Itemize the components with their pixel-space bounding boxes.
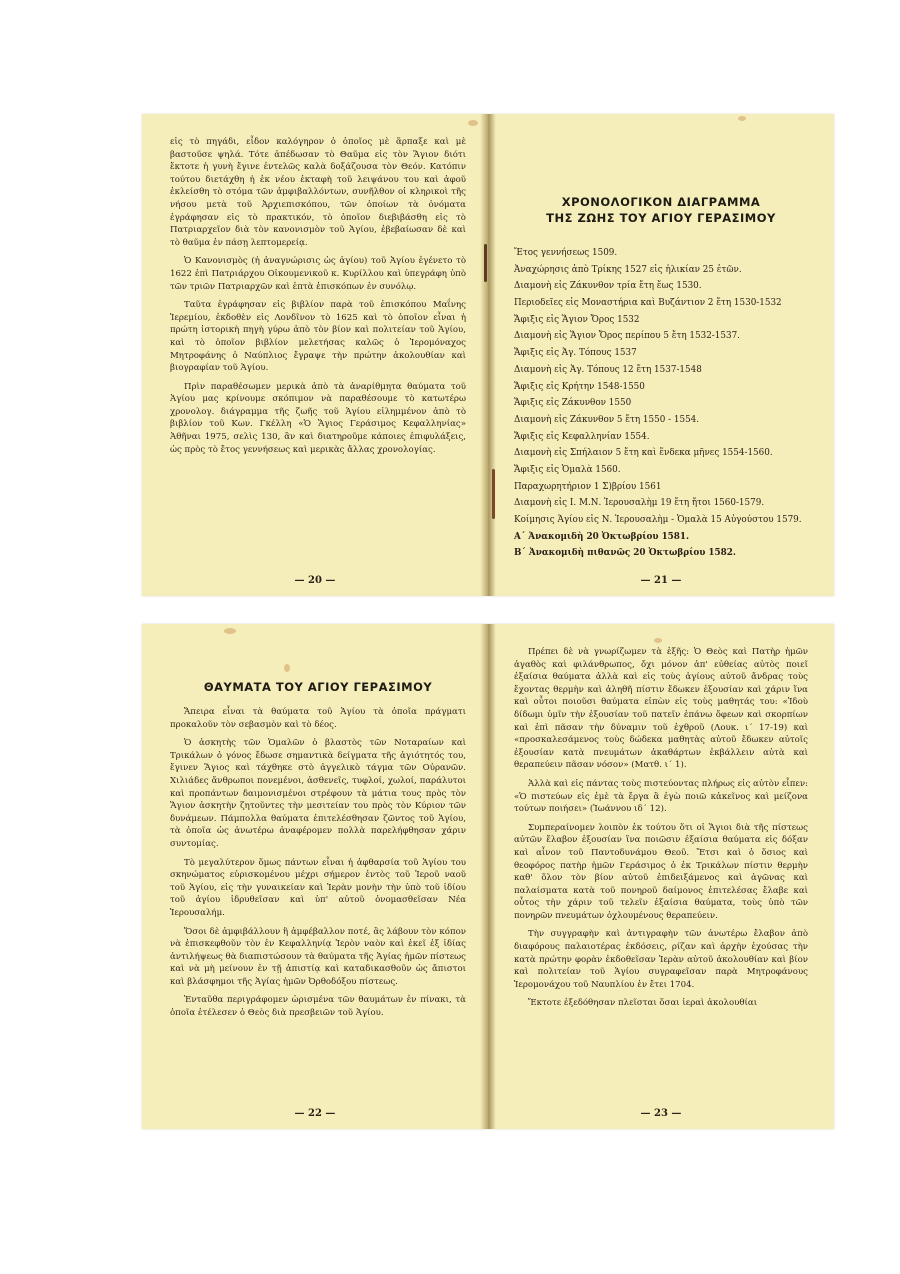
chronology-entry: Διαμονὴ εἰς Ἁγ. Τόπους 12 ἔτη 1537-1548 (514, 364, 702, 375)
paragraph: Ἄπειρα εἶναι τὰ θαύματα τοῦ Ἁγίου τὰ ὁποῖα πράγματι προκαλοῦν τὸν σεβασμὸν καὶ τὸ δέος. (170, 707, 466, 730)
paragraph: εἰς τὸ πηγάδι, εἶδον καλόγηρον ὁ ὁποῖος μὲ ἅρπαξε καὶ μὲ βαστοῦσε ψηλά. Τότε ἀπέδωσαν τὸ Θαῦμα εἰς τὸν Ἅγιον διότι ἔκτοτε ἡ γυνὴ ἔγινε ἐντελῶς καλὰ δοξάζουσα τὸν Θεόν. Κατόπιν τούτου διετάχθη ἡ ἐκ νέου ἐκταφὴ τοῦ λειψάνου του καὶ ἀφοῦ ἐκλείσθη τὸ στόμα τῶν ἀμφιβαλλόντων, συνῆλθον οἱ κληρικοὶ τῆς νήσου μετὰ τοῦ Ἀρχιεπισκόπου, τῶν ὁποίων τὰ ὀνόματα ἐγράφησαν εἰς τὸ πρακτικόν, τὸ ὁποῖον διεβιβάσθη εἰς τὸ Πατριαρχεῖον διὰ τὸν κανονισμὸν τοῦ Ἁγίου, ἐβεβαίωσαν δὲ καὶ τὸ θαῦμα ἐν πάσῃ λεπτομερείᾳ. (170, 137, 466, 248)
paragraph: Συμπεραίνομεν λοιπὸν ἐκ τούτου ὅτι οἱ Ἅγιοι διὰ τῆς πίστεως αὐτῶν ἔλαβον ἐξουσίαν ἵνα ποιῶσιν ἐξαίσια θαύματα εἰς δόξαν καὶ αἶνον τοῦ Παντοδυνάμου Θεοῦ. Ἔτσι καὶ ὁ ὅσιος καὶ θεοφόρος πατὴρ ἡμῶν Γεράσιμος ὁ ἐκ Τρικάλων πίστιν θερμὴν καθ' ὅλον τὸν βίον αὐτοῦ ἐπιδειξάμενος καὶ ἀγῶνας καὶ παλαίσματα κατὰ τοῦ πονηροῦ δαίμονος ἐπιτελέσας ἔλαβε καὶ οὗτος τὴν χάριν τοῦ τελεῖν ἐξαίσια θαύματα, τοὺς ὑπὸ τῶν πονηρῶν πνευμάτων ὀχλουμένους θεραπεύειν. (514, 822, 808, 921)
chronology-entry: Ἄφιξις εἰς Κρήτην 1548-1550 (514, 381, 645, 392)
chronology-entry: Περιοδεῖες εἰς Μοναστήρια καὶ Βυζάντιον 2 ἔτη 1530-1532 (514, 298, 782, 309)
chronology-entry: Β΄ Ἀνακομιδὴ πιθανῶς 20 Ὀκτωβρίου 1582. (514, 548, 736, 559)
chronology-entry: Ἄφιξις εἰς Κεφαλληνίαν 1554. (514, 431, 650, 442)
page-23 (488, 624, 834, 1129)
paragraph: Πρέπει δὲ νὰ γνωρίζωμεν τὰ ἑξῆς: Ὁ Θεὸς καὶ Πατὴρ ἡμῶν ἀγαθὸς καὶ φιλάνθρωπος, ὄχι μόνον ἀπ' εὐθείας αὐτὸς ποιεῖ ἐξαίσια θαύματα ἀλλὰ καὶ εἰς τοὺς ἁγίους αὐτοῦ ἄνδρας τοὺς ἔχοντας θερμὴν καὶ ἀληθῆ πίστιν ἔδωκεν ἐξουσίαν καὶ χάριν ἵνα καὶ οὗτοι ποιοῦσι θαύματα εἰπὼν εἰς τοὺς μαθητάς του: «Ἰδοὺ δίδωμι ὑμῖν τὴν ἐξουσίαν τοῦ πατεῖν ἐπάνω ὄφεων καὶ σκορπίων καὶ ἐπὶ πᾶσαν τὴν δύναμιν τοῦ ἐχθροῦ (Λουκ. ι΄ 17-19) καὶ «προσκαλεσάμενος τοὺς δώδεκα μαθητὰς αὐτοῦ ἔδωκεν αὐτοῖς ἐξουσίαν κατὰ πνευμάτων ἀκαθάρτων ἐκβάλλειν αὐτὰ καὶ θεραπεύειν πᾶσαν νόσον» (Ματθ. ι΄ 1). (514, 647, 808, 771)
chronology-entry: Διαμονὴ εἰς Ζάκυνθον τρία ἔτη ἕως 1530. (514, 281, 702, 292)
paragraph: Ἀλλὰ καὶ εἰς πάντας τοὺς πιστεύοντας πλήρως εἰς αὐτὸν εἶπεν: «Ὁ πιστεύων εἰς ἐμὲ τὰ ἔργα ἃ ἐγὼ ποιῶ κἀκεῖνος καὶ μείζονα τούτων ποιήσει» (Ἰωάννου ιδ΄ 12). (514, 778, 808, 815)
chronology-entry: Διαμονὴ εἰς Ι. Μ.Ν. Ἱερουσαλὴμ 19 ἔτη ἤτοι 1560-1579. (514, 498, 765, 509)
heading-line-1: ΧΡΟΝΟΛΟΓΙΚΟΝ ΔΙΑΓΡΑΜΜΑ (561, 195, 761, 209)
miracles-heading: ΘΑΥΜΑΤΑ ΤΟΥ ΑΓΙΟΥ ΓΕΡΑΣΙΜΟΥ (203, 680, 433, 694)
chronology-entry: Ἔτος γεννήσεως 1509. (514, 248, 618, 258)
chronology-entry: Ἀναχώρησις ἀπὸ Τρίκης 1527 εἰς ἡλικίαν 25 ἐτῶν. (514, 264, 742, 275)
page-number: — 23 — (640, 1108, 682, 1119)
paragraph: Πρὶν παραθέσωμεν μερικὰ ἀπὸ τὰ ἀναρίθμητα θαύματα τοῦ Ἁγίου μας κρίνουμε σκόπιμον νὰ παραθέσουμε τὸ κατωτέρω χρονολογ. διάγραμμα τῆς ζωῆς τοῦ Ἁγίου εἰλημμένον ἀπὸ τὸ βιβλίον τοῦ Κων. Γκέλλη «Ὁ Ἅγιος Γεράσιμος Κεφαλληνίας» Ἀθῆναι 1975, σελὶς 130, ἂν καὶ διατηροῦμε κάποιες ἐπιφυλάξεις, ὡς πρὸς τὸ ἔτος γεννήσεως καὶ μερικὰς ἄλλας χρονολογίας. (170, 381, 466, 455)
paragraph: Τὸ μεγαλύτερον ὅμως πάντων εἶναι ἡ ἀφθαρσία τοῦ Ἁγίου του σκηνώματος εὑρισκομένου μέχρι σήμερον ἐντὸς τοῦ Ἱεροῦ ναοῦ τοῦ Ἁγίου, εἰς τὴν γυναικείαν καὶ Ἱερὰν μονὴν τὴν ὑπὸ τοῦ ἰδίου τοῦ ἁγίου ἱδρυθεῖσαν καὶ ὑπ' αὐτοῦ ὀνομασθεῖσαν Νέα Ἱερουσαλήμ. (170, 857, 466, 918)
page-number: — 22 — (294, 1108, 336, 1119)
chronology-entry: Ἄφιξις εἰς Ἅγιον Ὄρος 1532 (514, 314, 640, 325)
page-21 (488, 114, 834, 596)
paragraph: Ὁ Κανονισμὸς (ἡ ἀναγνώρισις ὡς ἁγίου) τοῦ Ἁγίου ἐγένετο τὸ 1622 ἐπὶ Πατριάρχου Οἰκουμενικοῦ κ. Κυρίλλου καὶ ὑπεγράφη ὑπὸ τῶν τριῶν Πατριαρχῶν καὶ ἑπτὰ ἐπισκόπων ἐν συνόλῳ. (170, 256, 466, 292)
chronology-entry: Ἄφιξις εἰς Ζάκυνθον 1550 (514, 398, 632, 409)
chronology-entry: Ἄφιξις εἰς Ὁμαλὰ 1560. (514, 464, 621, 475)
page-20 (142, 114, 488, 596)
chronology-entry: Διαμονὴ εἰς Ζάκυνθον 5 ἔτη 1550 - 1554. (514, 414, 700, 425)
book-spread-pages-20-21 (142, 114, 834, 596)
chronology-entry: Ἄφιξις εἰς Ἁγ. Τόπους 1537 (514, 348, 637, 359)
page-22 (142, 624, 488, 1129)
chronology-list (514, 248, 808, 559)
paragraph: Ἔκτοτε ἐξεδόθησαν πλεῖσται ὅσαι ἱεραὶ ἀκολουθίαι (528, 998, 758, 1009)
paragraph: Τὴν συγγραφὴν καὶ ἀντιγραφὴν τῶν ἀνωτέρω ἔλαβον ἀπὸ διαφόρους παλαιοτέρας ἐκδόσεις, ρίζαν καὶ ἀρχὴν ἐχούσας τὴν κατὰ πρώτην φορὰν ἐκδοθεῖσαν Ἱερὰν αὐτοῦ ἀκολουθίαν καὶ βίον καὶ πολιτείαν τοῦ Ἁγίου συγραφεῖσαν παρὰ Μητροφάνους Ἱερομονάχου τοῦ Ναυπλίου ἐν ἔτει 1704. (514, 929, 808, 990)
page-number: — 21 — (640, 575, 682, 586)
page-number: — 20 — (294, 575, 336, 586)
chronology-entry: Α΄ Ἀνακομιδὴ 20 Ὀκτωβρίου 1581. (514, 531, 690, 542)
chronology-entry: Κοίμησις Ἁγίου εἰς Ν. Ἱερουσαλὴμ - Ὁμαλὰ 15 Αὐγούστου 1579. (514, 515, 802, 525)
paragraph: Ταῦτα ἐγράφησαν εἰς βιβλίον παρὰ τοῦ ἐπισκόπου Μαΐνης Ἱερεμίου, ἐκδοθὲν εἰς Λονδῖνον τὸ 1625 καὶ τὸ ὁποῖον εἶναι ἡ πρώτη ἱστορικὴ πηγὴ γύρω ἀπὸ τὸν βίον καὶ πολιτείαν τοῦ Ἁγίου, καὶ τὸ ὁποῖον βιβλίον μελετήσας καλῶς ὁ Ἱερομόναχος Μητροφάνης ὁ Ναύπλιος ἔγραψε τὴν πρώτην ἀκολουθίαν καὶ βιογραφίαν τοῦ Ἁγίου. (170, 300, 466, 374)
paragraph: Ὅσοι δὲ ἀμφιβάλλουν ἢ ἀμφέβαλλον ποτέ, ἂς λάβουν τὸν κόπον νὰ ἐπισκεφθοῦν τὸν ἐν Κεφαλληνίᾳ Ἱερὸν ναὸν καὶ ἐκεῖ ἐξ ἰδίας ἀντιλήψεως θὰ διαπιστώσουν τὰ θαύματα τῆς Ἁγίας ἡμῶν πίστεως καὶ νὰ μὴ μείνουν ἐν τῇ ἀπιστίᾳ καὶ καταδικασθοῦν ὡς ἄπιστοι καὶ βλάσφημοι τῆς Ἁγίας ἡμῶν Ὀρθοδόξου πίστεως. (170, 926, 466, 987)
paragraph: Ἐνταῦθα περιγράφομεν ὡρισμένα τῶν θαυμάτων ἐν πίνακι, τὰ ὁποῖα ἐτέλεσεν ὁ Θεὸς διὰ πρεσβειῶν τοῦ Ἁγίου. (170, 995, 466, 1019)
heading-line-2: ΤΗΣ ΖΩΗΣ ΤΟΥ ΑΓΙΟΥ ΓΕΡΑΣΙΜΟΥ (546, 211, 776, 225)
chronology-entry: Διαμονὴ εἰς Ἅγιον Ὄρος περίπου 5 ἔτη 1532-1537. (514, 331, 740, 342)
chronology-entry: Παραχωρητήριον 1 Σ)βρίου 1561 (514, 481, 662, 492)
paragraph: Ὁ ἀσκητὴς τῶν Ὁμαλῶν ὁ βλαστὸς τῶν Νοταραίων καὶ Τρικάλων ὁ γόνος ἔδωσε σημαντικὰ δείγματα τῆς ἁγιότητός του, ἔγινεν Ἅγιος καὶ τάχθηκε στὸ ἀγγελικὸ τάγμα τῶν Οὐρανῶν. Χιλιάδες ἄνθρωποι πονεμένοι, ἀσθενεῖς, τυφλοί, χωλοί, παράλυτοι καὶ προπάντων δαιμονισμένοι στρέφουν τὰ μάτια τους πρὸς τὸν Ἅγιον ἀσκητὴν ζητοῦντες τὴν μεσιτείαν του πρὸς τὸν Κύριον τῶν δυνάμεων. Πάμπολλα θαύματα ἐπιτελέσθησαν ζῶντος τοῦ Ἁγίου, τὰ ὁποῖα ὡς ἀνωτέρω ἀναφέρομεν πολλὰ παρελήφθησαν χάριν συντομίας. (170, 738, 466, 849)
book-spread-pages-22-23 (142, 624, 834, 1129)
chronology-entry: Διαμονὴ εἰς Σπήλαιον 5 ἔτη καὶ ἕνδεκα μῆνες 1554-1560. (514, 448, 773, 459)
chronology-heading (514, 194, 808, 226)
